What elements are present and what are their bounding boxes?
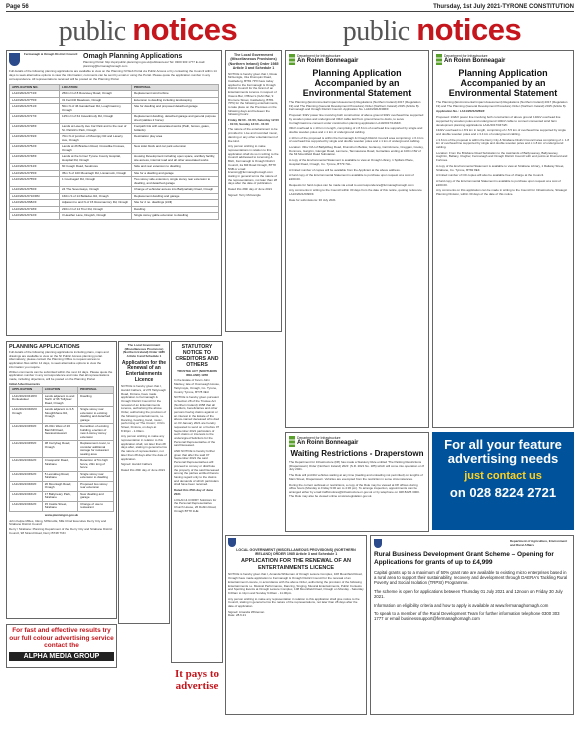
cell-app-no: LA10/2021/0735/F [10, 170, 60, 177]
cell-proposal: Side and rear extension to dwelling [132, 164, 219, 171]
lgma3-dated: Date: 28.6.21 [228, 613, 247, 618]
cell-proposal: New dwelling and garage [78, 491, 114, 501]
waiting-body: The Department for Infrastructure (DfI) has made a Statutory Rule entitled 'The Parking Restrictions (Draperstown) Order (Northern Ireland) 2021' (S.R. 2021 No. 185) which will come into operation on 8 July 2021. [289, 460, 424, 472]
cell-app-no: LA10/2021/0728/F [10, 124, 60, 134]
cell-app-no: LA10/2021/0718/F [10, 206, 60, 213]
omagh-table [9, 84, 219, 220]
infra1-body: The Planning (Environmental Impact Assessment) Regulations (Northern Ireland) 2017 (Regulation 19) and The Planning (General Development Procedure) Order (Northern Ireland) 2015 (Article 8). Fermanagh and Omagh District Council. Application No. LA10/2021/0396/F [289, 100, 421, 112]
infra2-copies: A limited number of CD copies will also be available free of charge at the Council. [436, 173, 544, 178]
table-row [10, 213, 219, 220]
cell-location: 31 Fernhill Meadows, Omagh [60, 97, 132, 104]
cell-location: Lands adjacent to and North of 96 Tullyleer Road, Omagh [42, 393, 77, 407]
cell-application: LA11/2021/0406/O Omagh [10, 407, 43, 424]
lgma3-signed: Signed: Amanda Whiteman [228, 609, 265, 614]
cell-location: 26-30m West of 26 Barnhill Road, Newtownstewart [42, 424, 77, 441]
omagh-planning-notice [6, 50, 222, 336]
table-row [10, 104, 219, 114]
rural-body: Capital grants up to a maximum of 50% grant rate are available to existing micro enterprises based in a rural area to support their sustainability, recovery and development through DAERA's Tackling Rural Poverty and Social Isolation (TRPSI) Programme. [374, 569, 568, 586]
lgma2-title: The Local Government (Miscellaneous Provisions) (Northern Ireland) Order 1985 Article 3 and Schedule 1 [123, 343, 165, 359]
cell-proposal: Replacement cover, to consider additional storage for restaurant seating area [78, 441, 114, 458]
cell-location: Lands at 26 Bracken Road, Crossdike Frosses, Omagh [60, 144, 132, 154]
lgma-body: NOTICE is hereby given that I, Rosie McGonigle, 31a Drumquin Road, Castlederg, BT81 7PX have today applied to the Fermanagh & Omagh District Council for the Grant of an Entertainments Licence in respect of Owens Bar, O'Brien's (GAC Bar, 9 Dromore Street, Castlederg, BT81 7PN) for the following entertainments, to take place on the Premises on the following days and between the following hours: [228, 71, 279, 117]
leisure-complex-licence-notice [225, 535, 367, 715]
cell-proposal: Replacement wind turbine [132, 91, 219, 98]
cell-app-no: LA10/2021/0752/F [10, 144, 60, 154]
table-row [10, 501, 114, 511]
statutory-firm: LOGAN & CORRY Solicitors for the Personal Representative Church House, 26 Dublin Road, Omagh BT78 1HE [174, 497, 217, 513]
omagh-intro: Full details of the following planning applications are available to view on the Planning NI Web Portal via Public Access or by contacting the Council within 14 days to seek alternative options to view the information; comments can be sent by email or using the Portal. Please quote the application number in any correspondence. All representations received will be posted on the Planning Portal. [9, 69, 217, 81]
waiting-body2: The Rule will prohibit vehicles waiting at any time (loading and unloading not permitted) on lengths of Main Street, Draperstown. Vehicles are exempted from the restriction in some circumstances. [289, 473, 423, 481]
cell-location: 125m N of 64 Cavanbrody Rd, Omagh [60, 114, 132, 124]
infra1-comments: Any comments in writing to the Council within 30 days from the date of this notice, quoting reference LA10/2021/0396/F. [289, 188, 422, 197]
cell-app-no: LA10/2021/0749/F [10, 134, 60, 144]
cell-location: 17 Ballyneary Park, Strabane [42, 491, 77, 501]
infra1-hard: A hard copy of the Environmental Statement is available to purchase upon request at a cost of £200.00. [289, 173, 414, 181]
cell-application: LA11/2021/0450/F [10, 424, 43, 441]
cell-location: 50m N of 46 Ganderhear Rd, Loughmacrory, Omagh [60, 104, 132, 114]
waiting-body3: During the current outbreak or restrictions, a copy of the Rule may be viewed at DfI offices during office hours (Monday to Friday 9:00 am to 4:30 pm). To arrange inspection, appointments can be arranged either by email trafficnotices@infrastructure-ni.gov.uk or by telephone on 028 8225 3000. The Rule may also be viewed online at www.legislation.gov.uk. [289, 482, 420, 498]
cell-proposal: Change of vehicular access into Ballynahatty Road, Omagh [132, 187, 219, 194]
dfi-logo: Department for Infrastructure An Roinn Bonneagair [289, 54, 425, 65]
alpha-ad-brand: ALPHA MEDIA GROUP [9, 652, 114, 661]
issue-date: Thursday, 1st July 2021-TYRONE CONSTITUTION [433, 3, 574, 10]
cell-location: Crosspatric Road, Strabane [42, 458, 77, 472]
cell-proposal: Retention of 5m high fence, 20m long of fence [78, 458, 114, 472]
lgma3-objections: Any person wishing to make any representation in relation to this application shall give notice to the Council, stating in general terms the nature of the representations, not later than 28 days after the date of application. [228, 596, 360, 609]
cell-app-no: LA10/2021/0710/RM [10, 193, 60, 200]
cell-proposal: Destination play area [132, 134, 219, 144]
cell-location: 24 The Sevenways, Omagh [60, 187, 132, 194]
cell-location: 3 Heather Lane, Dregish, Omagh [60, 213, 132, 220]
pays-to-advertise-ad [171, 668, 223, 702]
planning-apps-intro2: Written comments can be submitted within the next 14 days. Please quote the application number in any correspondence and note that all representations made, including objections, will be posted on the Planning Portal. [9, 369, 113, 381]
colour-ad-line2: just contact us [464, 470, 542, 482]
col-proposal: PROPOSAL [132, 84, 219, 91]
infra2-location: Location: From the Brisbane Road Substation to the townlands of Ballyneaney, Ballyneaney, Aughrim, Bellany, Clogher, Fermanagh and Omagh District Council with end points at Drumard and Fortroes. [436, 150, 568, 163]
lgma-hours: Friday 09:00 - 01:00, Saturday 12:00 - 01:00, Sunday 12:00 - 01:00 [228, 118, 279, 126]
col-application: APPLICATION [10, 387, 43, 394]
cell-application: LA11/2021/0456/F [10, 441, 43, 458]
infra2-detail: 132kV overhead is c.8.9 km in length, comprising of c.5.5 km of overhead line supported by single and double wooden poles and c.3.4 km of underground cabling. [436, 128, 566, 136]
table-row [10, 407, 114, 424]
masthead-right: public notices [342, 12, 522, 47]
infra1-proposal: Proposal: 33kV power line involving both construction of above ground 33kV overhead line supported by wooden poles and underground 33kV cable laid from ground level to ducts, to serve Curraghmacrone consent under construction planning application LA10/2017/1164/F. [289, 113, 424, 125]
feature-advertising-ad [432, 432, 574, 530]
lgma2-objections: Any person wishing to make any representation in relation to this application shall, not later than 28 days after, stating in general terms the nature of representation, not later than 28 days after the date of application. [121, 434, 167, 461]
cell-location: 35m S of 100 Mountagh Rd, Lisnamuck, Omagh [60, 170, 132, 177]
col-proposal: PROPOSAL [78, 387, 114, 394]
table-row [10, 177, 219, 187]
council-crest-icon [228, 538, 236, 547]
infra2-body: The Planning (Environmental Impact Assessment) Regulations (Northern Ireland) 2017 (Regulation 19) and The Planning (General Development Procedure) Order (Northern Ireland) 2015 (Article 8). [436, 100, 568, 108]
cell-proposal: Site for a dwelling and garage [132, 170, 219, 177]
infrastructure-es-notice-1 [285, 50, 429, 428]
cell-application: LA11/2021/0452/F [10, 471, 43, 481]
cell-application: LA11/2021/0402/F [10, 458, 43, 472]
cell-location: Lands at the former Tyrone County Hospital, Hospital Rd, Omagh [60, 154, 132, 164]
cell-location: 20 Mountagh Road, Omagh [42, 481, 77, 491]
cell-app-no: LA10/2021/0755/F [10, 177, 60, 187]
rural-body3[interactable]: Information on eligibility criteria and how to apply is available at www.fermanaghomagh.com [374, 602, 549, 608]
cell-proposal: Site for dwelling and proposed detached garage [132, 104, 219, 114]
infra1-location: Location: 33kv O/H of Ballykilbeg Road, Drumshorn Bellow, Gortavoy, Carrickmore, Creggan, Cooley, Dunmore, Gargrim, Glengar Road, Lanmore, Tamnascane Road, Gortaclare ending at 100m NW of the Mt Mountfield Road Substation. [289, 145, 424, 157]
statutory-body: NOTICE is hereby given pursuant to Section 28 of the Trustee Act (Northern Ireland) 1958 that all creditors, beneficiaries and other persons having claims against or an interest in the Estate of the above-named deceased who died on 03 January 2021 are hereby requested to send on or before 07 September 2021 particulars of such claims or interests to the undersigned Solicitors for the Personal Representative of the said Deceased. [174, 395, 220, 448]
cell-proposal: Dwelling [132, 206, 219, 213]
planning-apps-footer: John Kelpie MRes, CEng, MIStructE, MIE Chief Executive Derry City and Strabane District Council [9, 518, 107, 527]
entertainments-renewal-notice [118, 341, 170, 624]
dfi-logo: Department for Infrastructure An Roinn Bonneagair [289, 436, 425, 447]
infra1-extra: Date for submissions: 30 July 2021 [289, 197, 336, 202]
cell-proposal: Change of use to restaurant [78, 501, 114, 511]
pays-ad-line1: It pays to [174, 668, 219, 680]
cell-app-no: LA10/2021/0775/F [10, 97, 60, 104]
table-row [10, 458, 114, 472]
table-row [10, 134, 219, 144]
colour-ad-phone[interactable]: on 028 8224 2721 [449, 485, 557, 500]
table-row [10, 491, 114, 501]
col-location: LOCATION [42, 387, 77, 394]
cell-location: Lands at Laverty Ave Car Park and to the rear of St. Patrick's Park, Omagh [60, 124, 132, 134]
cell-location: 250m N of 8 Roscavey Road, Omagh [60, 91, 132, 98]
dfi-logo-icon [289, 54, 295, 65]
cell-location: 38 Carrybeg Road, Omagh [42, 441, 77, 458]
cell-location: Adjacent to and N of 15 Rossmacrory Rd, Omagh [60, 200, 132, 207]
alpha-media-ad [6, 624, 117, 668]
cell-application: LA11/2021/0461/F [10, 491, 43, 501]
entertainments-licence-notice [225, 50, 282, 332]
infra2-proposal: Proposed: 132kV power line involving both construction of above ground 132kV overhead line supported by wooden poles and underground 132kV cable to connect consented wind farm development planning applications LA11/2017/0474/F. [436, 115, 561, 127]
pays-ad-line2: advertise [175, 680, 219, 692]
statutory-dated: Dated this 25th day of June 2021 [174, 488, 214, 496]
waiting-title: Waiting Restrictions - Draperstown [290, 449, 424, 458]
lgma2-subtitle: Application for the Renewal of an Entertainments Licence [121, 359, 167, 383]
cell-proposal: Replacement dwelling and garage [132, 193, 219, 200]
alpha-ad-text: For fast and effective results try our full colour advertising service contact the [9, 627, 114, 649]
cell-proposal: Demolition of existing building, erection of new 2-storey storey extension [78, 424, 114, 441]
colour-ad-line1: For all your feature advertising needs [444, 437, 562, 466]
page-number: Page 56 [6, 3, 29, 10]
cell-proposal: Single storey rear extension to existing dwelling and detached garage [78, 407, 114, 424]
rural-title: Rural Business Development Grant Scheme – Opening for Applications for grants of up to £4,999 [374, 551, 554, 566]
col-location: LOCATION [60, 84, 132, 91]
cell-proposal: Housing Development including open space, ancillary facility, site access, internal road and all other associated works [132, 154, 219, 164]
omagh-title: Omagh Planning Applications [83, 53, 183, 60]
lgma3-title: LOCAL GOVERNMENT (MISCELLANEOUS PROVISIONS) (NORTHERN IRELAND) ORDER 1985 Article 3 and Schedule 1 [236, 548, 356, 556]
infra1-copies: A limited number of copies will be available from the Applicant at the above address. [289, 167, 401, 172]
infrastructure-es-notice-2 [432, 50, 574, 428]
dfi-logo-icon [289, 436, 295, 447]
dfi-logo-icon [436, 54, 442, 65]
infra1-title: Planning Application Accompanied by an Environmental Statement [302, 68, 412, 98]
cell-app-no: LA10/2021/0774/F [10, 91, 60, 98]
cell-app-no: LA10/2021/0682/F [10, 200, 60, 207]
infra2-ref: Application No.: LA11/2021/0269/F [436, 109, 485, 114]
lgma-nature: The nature of the entertainment to be provided is: Live and recorded music, dancing or any other entertainment of like kind. [228, 127, 278, 143]
lgma3-body: NOTICE is hereby given that I, Amanda Whiteman of Omagh Leisure Complex, 108 Mountfield Road, Omagh have made application to Fermanagh & Omagh District Council for the renewal of an Entertainment Licence, in accordance with the above Order, authorising the provision of the following Entertainments i.e. Musical Performance, Dancing, Singing, Musical Entertainments, Public Contests and Sporting Events at Omagh Leisure Complex, 108 Mountfield Road, Omagh on Monday - Saturday 9.00am to 11pm and Sunday 9.00am - 11.00pm. [228, 572, 364, 595]
lgma3-subtitle: APPLICATION FOR THE RENEWAL OF AN ENTERTAINMENTS LICENCE [241, 558, 351, 571]
cell-app-no: LA10/2021/0748/F [10, 154, 60, 164]
cell-application: LA11/2021/0460/F [10, 481, 43, 491]
cell-proposal: Extension to dwelling including landscaping [132, 97, 219, 104]
cell-location: 5 Lesnabeg Road, Strabane [42, 471, 77, 481]
statutory-title: STATUTORY NOTICE TO CREDITORS AND OTHERS [175, 344, 219, 368]
planning-apps-title: PLANNING APPLICATIONS [9, 344, 80, 350]
cell-location: 15 Castle Street, Strabane [42, 501, 77, 511]
rural-business-grant-notice [370, 535, 574, 715]
cell-proposal: Dwelling [78, 393, 114, 407]
planning-apps-sub: Initial Advertisements [9, 381, 41, 386]
table-row [10, 144, 219, 154]
cell-proposal: Two storey side extension, single storey rear extension to dwelling, and detached garage [132, 177, 219, 187]
cell-location: 230m N of 14 Tirur Rd, Omagh [60, 206, 132, 213]
lgma-dated: Dated this 29th day of June 2021 [228, 187, 273, 192]
statutory-notice [171, 341, 223, 663]
cell-application: LA11/2021/0418/O Dunleekdeer [10, 393, 43, 407]
table-row [10, 154, 219, 164]
council-crest-icon [374, 539, 382, 548]
cell-location: Lands adjacent to 3-5 Sloughbhane Rd, Omagh [42, 407, 77, 424]
council-name: Fermanagh & Omagh District Council [24, 52, 78, 56]
cell-location: 1 Coolnagarl Rd, Omagh [60, 177, 132, 187]
cell-proposal: Footpath link with associated works (Path, fences, gates, bollards) [132, 124, 219, 134]
infra1-email[interactable]: Requests for hard copies can be made via email to ecorrespondence@fermanaghomagh.com [289, 182, 414, 187]
cell-location: 160m S of 14 Belladoo Rd, Omagh [60, 193, 132, 200]
lgma-signed: Signed: Terry McGonigle [228, 192, 261, 197]
cell-location: 60 Coagh Road, Seskinore [60, 164, 132, 171]
cell-app-no: LA10/2021/0727/F [10, 114, 60, 124]
cell-proposal: New toilet block and car park extension [132, 144, 219, 154]
planning-apps-footer2: Derry / Strabane: Planning Department of the Derry City and Strabane District Council, 98 Strand Road, Derry BT48 7NN [9, 526, 113, 535]
cell-proposal: Replacement dwelling, detached garage and general purpose shed (stables 2 horse) [132, 114, 219, 124]
cell-app-no: LA10/2021/0744/F [10, 164, 60, 171]
table-row [10, 124, 219, 134]
infra2-comments: Any comments on this application can be made in writing to the Council for Infrastructure, Strategic Planning Division, within 30 days of the date of this notice. [436, 188, 568, 197]
cell-proposal: Single storey rear extension to dwelling [78, 471, 114, 481]
table-row [10, 424, 114, 441]
council-crest-icon [9, 53, 20, 66]
table-row [10, 441, 114, 458]
dfi-logo: Department for Infrastructure An Roinn Bonneagair [436, 54, 570, 65]
cell-app-no: LA10/2021/0756/F [10, 187, 60, 194]
infra2-hard: A hard copy of the Environmental Statement is available to purchase upon request at a cost of £200.00. [436, 178, 561, 187]
statutory-body2: AND NOTICE is hereby further given that after the said 07 September 2021 the said Personal Representatives will proceed to convey or distribute the property of the said Deceased among the parties entitled thereto having regard only to the claims and demands of which particulars shall have been received. [174, 449, 220, 487]
daera-logo: Department of Agriculture, Environment and Rural Affairs [510, 538, 568, 547]
cell-application: LA11/2021/0462/F [10, 501, 43, 511]
derry-strabane-planning [6, 341, 117, 619]
rural-body4[interactable]: To speak to a member of the Rural Development Team for further information telephone 0300 303 1777 or email businesssupport@fermanaghomagh.com [374, 611, 560, 622]
rural-body2: The scheme is open for applications between Thursday 01 July 2021 and 12noon on Friday 30 July 2021. [374, 588, 563, 600]
omagh-contact: Planning Portal: http://epicpublic.planningni.gov.uk/publicaccess/ Tel: 0300 303 1777 E-mail: planning@fermanaghomagh.com [83, 60, 206, 68]
col-app-no: APPLICATION NO. [10, 84, 60, 91]
lgma2-body: NOTICE is hereby given that I, Harold Cathers, of 276 Tattyreagh Road, Fintona, have made application to Fermanagh & Omagh District Council for the renewal of an Entertainments Licence, authorising the above Order, authorising the provision of the following entertainments, i.e. Dancing, bowling, band, music, performing at 'The Crown', 3 Kiln Street, Fintona, on days at 8.30pm - 1.00am. [121, 384, 167, 433]
lgma2-dated: Dated this 29th day of June 2021 [121, 467, 166, 472]
statutory-sub: TRUSTEE ACT (NORTHERN IRELAND) 1958 [177, 369, 217, 377]
statutory-estate: In the Estate of Kevin John Mackey, late of Overseagh House, Tattymoyle, Omagh, Co. Tyrone, County Tyrone, BT78 3EU [174, 378, 220, 394]
planning-apps-intro: Full details of the following planning applications including plans, maps and drawings are available to view on the NI Public Access planning portal. Alternatively, please contact the Planning Office to request access to application files within 14 days, to seek alternative options to view the information you require. [9, 350, 109, 369]
lgma-title: The Local Government (Miscellaneous Provisions) (Northern Ireland) Order 1985 Article 3 and Schedule 1 [228, 53, 279, 71]
derry-table [9, 386, 114, 512]
table-row [10, 393, 114, 407]
cell-proposal: Site for 2 no. dwellings (infill) [132, 200, 219, 207]
cell-proposal: Single storey gable extension to dwelling [132, 213, 219, 220]
masthead [6, 13, 574, 47]
table-row [10, 114, 219, 124]
cell-app-no: LA10/2021/0761/F [10, 104, 60, 114]
infra1-detail2: c.10 km of the proposed is within the Fermanagh & Omagh District Council area comprising: c.6.4 km of overhead line supported by single and double wooden poles and c.1 km of underground cabling. [289, 135, 424, 144]
lgma2-signed: Signed: Harold Cathers [121, 462, 153, 467]
lgma-objections: Any person wishing to make representations in relation to this application shall do so in writing to the Council addressed to Licensing & B&C, Fermanagh & Omagh District Council, 2a Mill Road Omagh, BT78 5NB or email licensing@fermanaghomagh.com stating in general terms the nature of the representations, not later than 28 days after the date of publication. [228, 144, 279, 186]
page-header [6, 2, 574, 12]
table-row [10, 471, 114, 481]
cell-app-no: LA10/2021/0722/F [10, 213, 60, 220]
masthead-left: public notices [58, 12, 238, 47]
infra2-more: A copy of the Environmental Statement is available to view at Strabane Library, 1 Railway Street, Strabane, Co. Tyrone, BT82 8EF. [436, 163, 565, 172]
cell-proposal: Proposed two storey rear extension [78, 481, 114, 491]
cell-location: 70m N of junction of Mountjoy Rd and Laverty Ave, Omagh [60, 134, 132, 144]
waiting-restrictions-notice [285, 432, 429, 532]
planning-website-link[interactable]: www.planningni.gov.uk [44, 512, 79, 517]
infra2-title: Planning Application Accompanied by an Environmental Statement [448, 68, 558, 98]
infra1-detail: 33kV overhead is c.10 km in length, comprising of c.8.6 km of overhead line supported by single and double wooden poles and c.1 km of underground cabling. [289, 126, 423, 134]
infra2-detail2: c.3.6 km of the proposal is within the Derry City & Strabane District Council area comprising of c. 1.8 km of overhead line supported by single and double wooden poles and c.1.8 km of underground cabling. [436, 137, 570, 150]
table-row [10, 481, 114, 491]
infra1-more: A copy of the Environmental Statement is available to view at Omagh Library, 1 Spillars Place, Hospital Road, Omagh, Co. Tyrone, BT79 7HL. [289, 158, 414, 166]
